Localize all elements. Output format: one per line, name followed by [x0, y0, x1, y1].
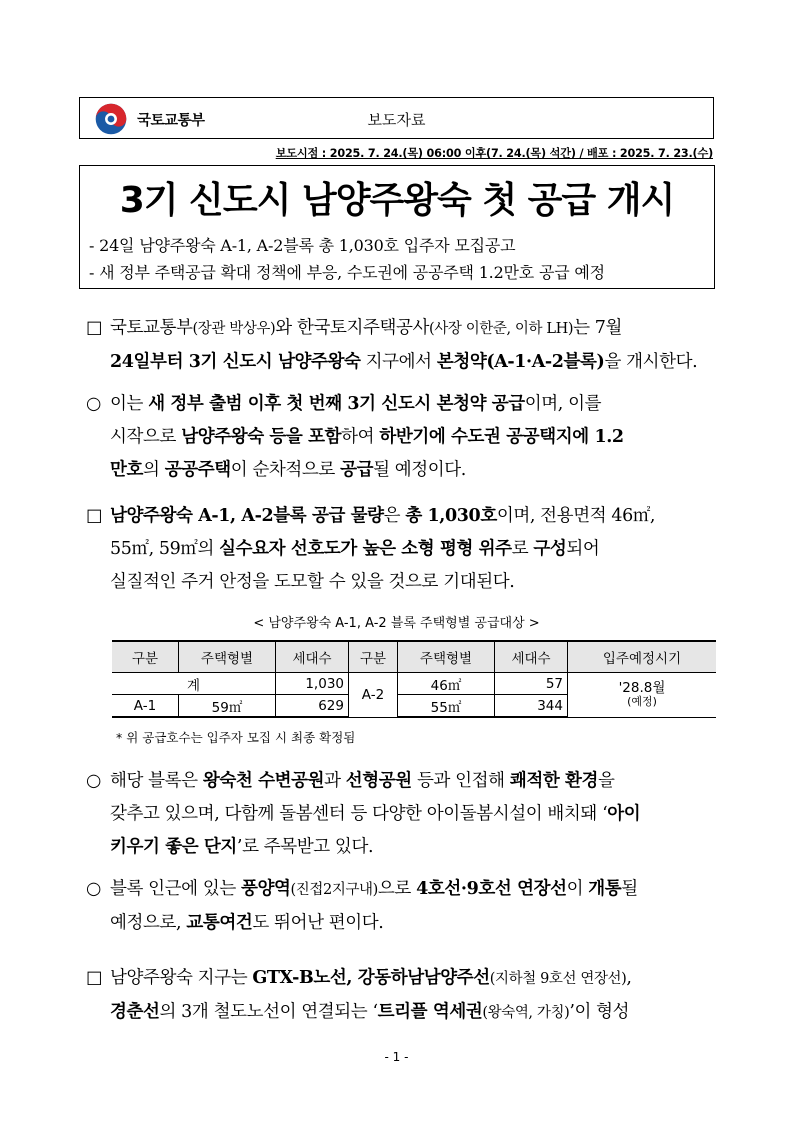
paragraph-1: [86, 312, 726, 379]
p2-text: 이는: [110, 394, 149, 414]
p6-text: ,: [626, 968, 632, 988]
doc-type: 보도자료: [367, 111, 426, 129]
p6-bold: GTX-B노선, 강동하남남양주선: [252, 968, 490, 988]
page-number: - 1 -: [384, 1050, 409, 1064]
paragraph-4: [86, 765, 726, 864]
a2-type-cell: 55㎡: [398, 695, 495, 718]
p3-bold: 구성: [533, 539, 567, 559]
p1-text: 는 7월: [573, 318, 623, 338]
p2-text: 이 순차적으로: [230, 460, 341, 480]
total-value-cell: 1,030: [276, 673, 349, 695]
p6-text: (지하철 9호선 연장선): [489, 971, 627, 987]
p5-bold: 개통: [588, 879, 622, 899]
p5-bold: 교통여건: [186, 913, 253, 933]
p3-text: 이며, 전용면적 46㎡,: [496, 506, 656, 526]
circle-bullet-icon: ○: [86, 394, 101, 414]
p6-bold: 경춘선: [110, 1002, 160, 1022]
header-cell: 구분: [112, 641, 179, 673]
p6-text: 의 3개 철도노선이 연결되는 ‘: [159, 1002, 378, 1022]
p3-bold: 남양주왕숙 A-1, A-2블록 공급 물량: [110, 506, 384, 526]
subtitle-1: - 24일 남양주왕숙 A-1, A-2블록 총 1,030호 입주자 모집공고: [89, 236, 516, 255]
p4-text: 과: [324, 771, 346, 791]
p2-text: 될 예정이다.: [373, 460, 466, 480]
square-bullet-icon: □: [86, 318, 103, 338]
p5-bold: 4호선·9호선 연장선: [416, 879, 567, 899]
p6-text: ’이 형성: [569, 1002, 630, 1022]
p2-bold: 만호: [110, 460, 144, 480]
p1-text: (사장 이한준, 이하 LH): [429, 321, 574, 337]
p3-text: 은: [383, 506, 406, 526]
p3-text: 실질적인 주거 안정을 도모할 수 있을 것으로 기대된다.: [110, 572, 515, 592]
paragraph-2: [86, 388, 726, 487]
a1-count-cell: 629: [276, 695, 349, 718]
p2-bold: 남양주왕숙 등을 포함: [181, 427, 342, 447]
p4-text: 을: [598, 771, 615, 791]
p3-bold: 실수요자 선호도가 높은 소형 평형 위주: [219, 539, 512, 559]
p2-bold: 공급: [340, 460, 374, 480]
p5-text: 예정으로,: [110, 913, 187, 933]
header-cell: 세대수: [276, 641, 349, 673]
p6-text: (왕숙역, 가칭): [482, 1005, 570, 1021]
p2-bold: 하반기에 수도권 공공택지에 1.2: [379, 427, 624, 447]
a2-block-cell: A-2: [349, 673, 398, 718]
p5-text: (진접2지구내): [290, 882, 378, 898]
move-in-date: '28.8월: [618, 679, 666, 696]
p5-text: 이: [566, 879, 589, 899]
total-label-cell: 계: [112, 673, 276, 695]
header-cell: 입주예정시기: [568, 641, 717, 673]
p1-bold: 본청약(A-1·A-2블록): [436, 352, 605, 372]
p5-text: 도 뛰어난 편이다.: [252, 913, 384, 933]
p3-bold: 총 1,030호: [405, 506, 497, 526]
p4-text: 등과 인접해: [411, 771, 510, 791]
header-cell: 세대수: [495, 641, 568, 673]
p1-text: 국토교통부: [110, 318, 193, 338]
table-header-row: [112, 641, 716, 673]
table-row: [112, 673, 716, 695]
p3-text: 55㎡, 59㎡의: [110, 539, 220, 559]
a2-type-cell: 46㎡: [398, 673, 495, 695]
paragraph-3: [86, 500, 726, 599]
release-time-line: 보도시점 : 2025. 7. 24.(목) 06:00 이후(7. 24.(목) 석간) / 배포 : 2025. 7. 23.(수): [275, 147, 713, 160]
move-in-cell: [568, 673, 717, 718]
p1-text: 와 한국토지주택공사: [275, 318, 430, 338]
table-note: * 위 공급호수는 입주자 모집 시 최종 확정됨: [116, 730, 356, 745]
header-cell: 주택형별: [398, 641, 495, 673]
a2-count-cell: 344: [495, 695, 568, 718]
p2-text: 이며, 이를: [524, 394, 602, 414]
p4-text: 갖추고 있으며, 다함께 돌봄센터 등 다양한 아이돌봄시설이 배치돼 ‘: [110, 804, 608, 824]
square-bullet-icon: □: [86, 968, 103, 988]
header-cell: 구분: [349, 641, 398, 673]
p5-text: 될: [621, 879, 638, 899]
p2-text: 의: [143, 460, 165, 480]
p4-text: ’로 주목받고 있다.: [236, 837, 374, 857]
circle-bullet-icon: ○: [86, 771, 101, 791]
p3-text: 로: [511, 539, 534, 559]
supply-table: [112, 640, 716, 718]
p4-bold: 아이: [607, 804, 641, 824]
p4-text: 해당 블록은: [110, 771, 203, 791]
header-cell: 주택형별: [179, 641, 276, 673]
p5-text: 으로: [377, 879, 417, 899]
paragraph-6: [86, 962, 726, 1030]
p4-bold: 키우기 좋은 단지: [110, 837, 237, 857]
a1-type-cell: 59㎡: [179, 695, 276, 718]
main-title: 3기 신도시 남양주왕숙 첫 공급 개시: [119, 180, 675, 221]
paragraph-5: [86, 873, 726, 940]
p1-text: 을 개시한다.: [604, 352, 698, 372]
org-name: 국토교통부: [137, 113, 205, 129]
p6-bold: 트리플 역세권: [377, 1002, 483, 1022]
p5-bold: 풍양역: [241, 879, 291, 899]
a1-block-cell: A-1: [112, 695, 179, 718]
p3-text: 되어: [566, 539, 600, 559]
p4-bold: 왕숙천 수변공원: [202, 771, 325, 791]
a2-count-cell: 57: [495, 673, 568, 695]
p2-bold: 공공주택: [164, 460, 231, 480]
circle-bullet-icon: ○: [86, 879, 101, 899]
p4-bold: 선형공원: [345, 771, 412, 791]
p1-text: (장관 박상우): [192, 321, 276, 337]
p6-text: 남양주왕숙 지구는: [110, 968, 253, 988]
p2-bold: 새 정부 출범 이후 첫 번째 3기 신도시 본청약 공급: [148, 394, 525, 414]
move-in-note: (예정): [627, 694, 657, 708]
p5-text: 블록 인근에 있는: [110, 879, 242, 899]
p2-text: 하여: [341, 427, 380, 447]
p1-bold: 24일부터 3기 신도시 남양주왕숙: [110, 352, 361, 372]
square-bullet-icon: □: [86, 506, 103, 526]
p2-text: 시작으로: [110, 427, 182, 447]
subtitle-2: - 새 정부 주택공급 확대 정책에 부응, 수도권에 공공주택 1.2만호 공급 예정: [89, 263, 605, 282]
p1-text: 지구에서: [360, 352, 437, 372]
table-caption: < 남양주왕숙 A-1, A-2 블록 주택형별 공급대상 >: [253, 616, 540, 631]
p4-bold: 쾌적한 환경: [509, 771, 599, 791]
